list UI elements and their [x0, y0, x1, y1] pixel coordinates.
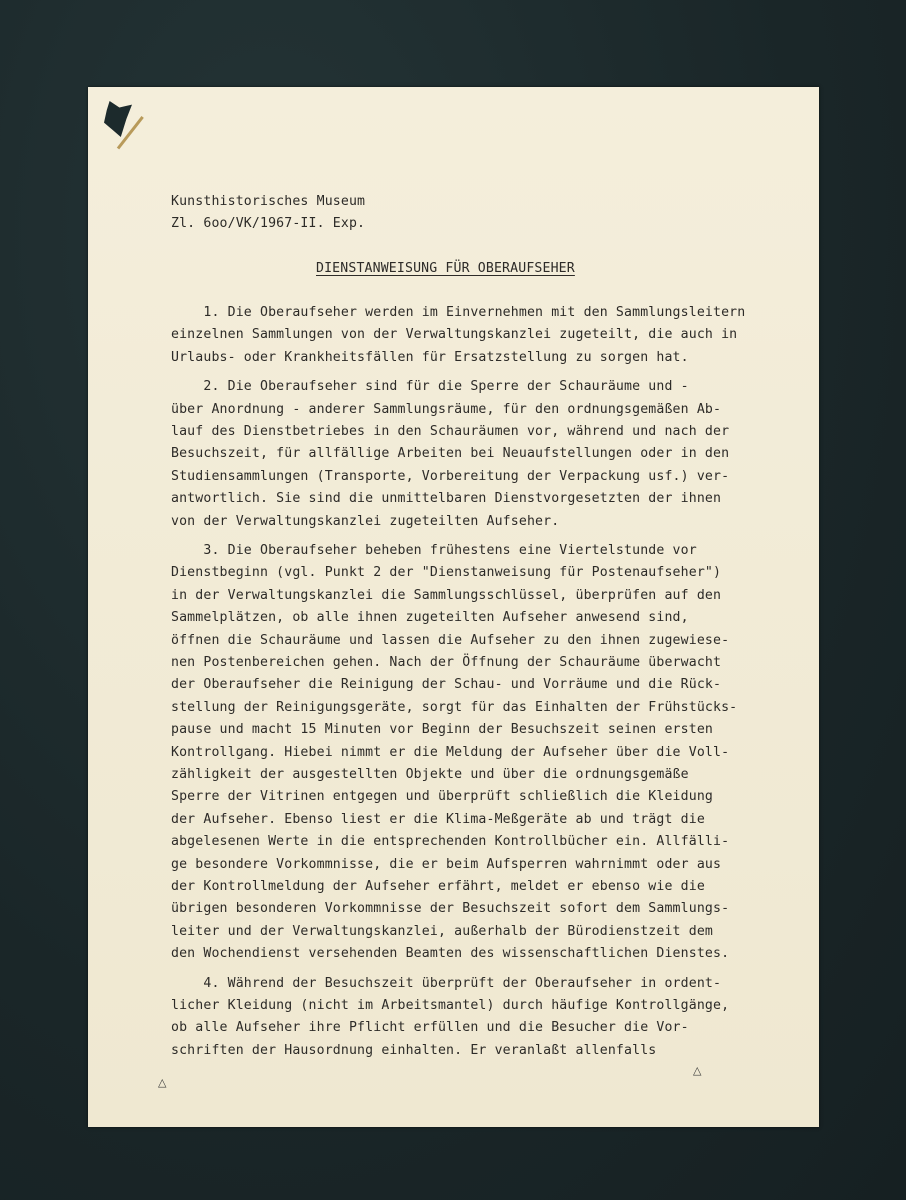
- institution-line: Kunsthistorisches Museum: [171, 194, 366, 209]
- paragraph-4-line: ob alle Aufseher ihre Pflicht erfüllen und die Besucher die Vor-: [171, 1020, 689, 1036]
- paragraph-4-line: schriften der Hausordnung einhalten. Er veranlaßt allenfalls: [171, 1042, 657, 1058]
- paragraph-2-line: 2. Die Oberaufseher sind für die Sperre der Schauräume und -: [171, 379, 689, 395]
- paragraph-3-line: Dienstbeginn (vgl. Punkt 2 der "Dienstanweisung für Postenaufseher"): [171, 565, 722, 581]
- paragraph-1-line: 1. Die Oberaufseher werden im Einvernehmen mit den Sammlungsleitern: [171, 305, 746, 320]
- document-title: DIENSTANWEISUNG FÜR OBERAUFSEHER: [316, 261, 575, 276]
- paragraph-4-line: 4. Während der Besuchszeit überprüft der Oberaufseher in ordent-: [171, 975, 722, 991]
- paragraph-2-line: antwortlich. Sie sind die unmittelbaren Dienstvorgesetzten der ihnen: [171, 491, 722, 507]
- paragraph-3-line: den Wochendienst versehenden Beamten des wissenschaftlichen Dienstes.: [171, 946, 730, 962]
- paragraph-3-line: stellung der Reinigungsgeräte, sorgt für das Einhalten der Frühstücks-: [171, 699, 738, 715]
- paragraph-2-line: Studiensammlungen (Transporte, Vorbereitung der Verpackung usf.) ver-: [171, 468, 730, 484]
- paragraph-3-line: der Aufseher. Ebenso liest er die Klima-Meßgeräte ab und trägt die: [171, 811, 705, 827]
- paragraph-2-line: lauf des Dienstbetriebes in den Schauräumen vor, während und nach der: [171, 424, 730, 439]
- paragraph-2-line: von der Verwaltungskanzlei zugeteilten Aufseher.: [171, 513, 560, 529]
- paragraph-2-line: Besuchszeit, für allfällige Arbeiten bei Neuaufstellungen oder in den: [171, 446, 730, 462]
- paragraph-2-line: über Anordnung - anderer Sammlungsräume, für den ordnungsgemäßen Ab-: [171, 401, 722, 417]
- paragraph-3-line: nen Postenbereichen gehen. Nach der Öffnung der Schauräume überwacht: [171, 655, 722, 670]
- paragraph-3-line: 3. Die Oberaufseher beheben frühestens eine Viertelstunde vor: [171, 543, 697, 558]
- paragraph-3-line: pause und macht 15 Minuten vor Beginn der Besuchszeit seinen ersten: [171, 722, 713, 738]
- triangle-mark-left: △: [158, 1076, 167, 1089]
- paragraph-3-line: zähligkeit der ausgestellten Objekte und über die ordnungsgemäße: [171, 767, 689, 782]
- reference-line: Zl. 6oo/VK/1967-II. Exp.: [171, 216, 366, 231]
- paragraph-4-line: licher Kleidung (nicht im Arbeitsmantel) durch häufige Kontrollgänge,: [171, 998, 730, 1013]
- paragraph-3-line: Kontrollgang. Hiebei nimmt er die Meldung der Aufseher über die Voll-: [171, 744, 730, 760]
- paragraph-3-line: der Oberaufseher die Reinigung der Schau- und Vorräume und die Rück-: [171, 677, 722, 693]
- paragraph-3-line: leiter und der Verwaltungskanzlei, außerhalb der Bürodienstzeit dem: [171, 923, 713, 939]
- paragraph-3-line: abgelesenen Werte in die entsprechenden Kontrollbücher ein. Allfälli-: [171, 834, 730, 850]
- paragraph-3-line: Sammelplätzen, ob alle ihnen zugeteilten Aufseher anwesend sind,: [171, 610, 689, 626]
- paragraph-1-line: Urlaubs- oder Krankheitsfällen für Ersatzstellung zu sorgen hat.: [171, 349, 689, 365]
- paragraph-3-line: übrigen besonderen Vorkommnisse der Besuchszeit sofort dem Sammlungs-: [171, 901, 730, 917]
- document-page: [88, 87, 819, 1127]
- paragraph-3-line: Sperre der Vitrinen entgegen und überprüft schließlich die Kleidung: [171, 789, 713, 805]
- paragraph-3-line: in der Verwaltungskanzlei die Sammlungsschlüssel, überprüfen auf den: [171, 587, 722, 603]
- paragraph-3-line: ge besondere Vorkommnisse, die er beim Aufsperren wahrnimmt oder aus: [171, 856, 722, 872]
- paragraph-3-line: der Kontrollmeldung der Aufseher erfährt, meldet er ebenso wie die: [171, 879, 705, 894]
- triangle-mark-right: △: [693, 1064, 702, 1077]
- paragraph-1-line: einzelnen Sammlungen von der Verwaltungskanzlei zugeteilt, die auch in: [171, 327, 738, 343]
- paragraph-3-line: öffnen die Schauräume und lassen die Aufseher zu den ihnen zugewiese-: [171, 632, 730, 648]
